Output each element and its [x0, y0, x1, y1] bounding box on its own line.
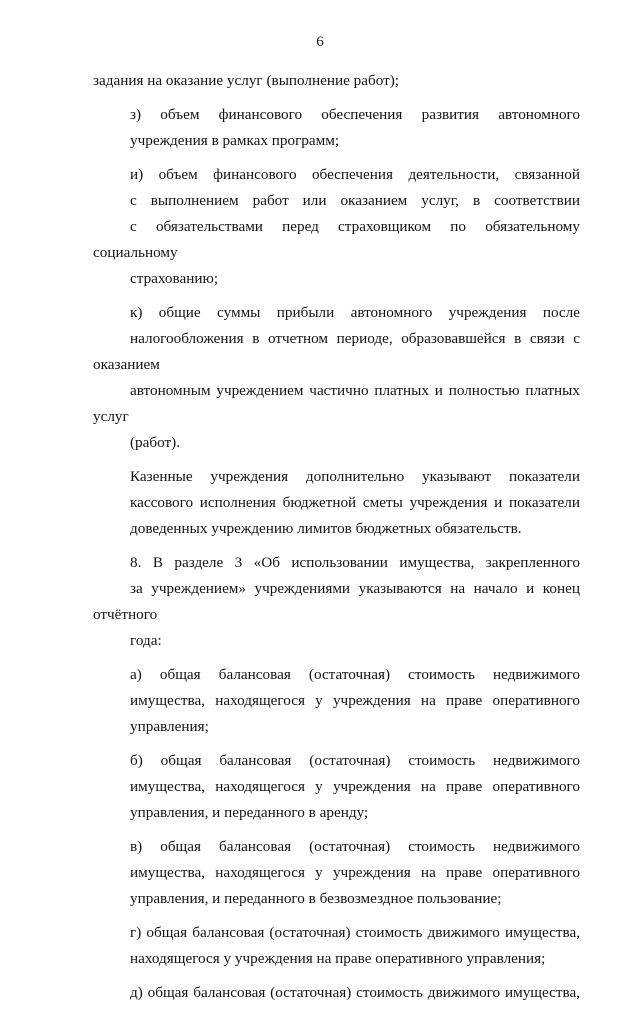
- paragraph-item-d: [93, 980, 580, 1006]
- paragraph-item-a: [93, 662, 580, 740]
- text-line: д) общая балансовая (остаточная) стоимость движимого имущества,: [130, 984, 580, 1001]
- text-line: за учреждением» учреждениями указываются на начало и конец отчётного: [93, 580, 580, 623]
- text-line: в) общая балансовая (остаточная) стоимость недвижимого: [130, 838, 580, 855]
- text-line: налогообложения в отчетном периоде, образовавшейся в связи с оказанием: [93, 330, 580, 373]
- text-line: управления, и переданного в аренду;: [130, 804, 369, 821]
- text-line: управления;: [130, 718, 209, 735]
- paragraph-item-k: [93, 300, 580, 456]
- text-line: з) объем финансового обеспечения развития автономного: [130, 106, 580, 123]
- text-line: находящегося у учреждения на праве оперативного управления;: [130, 950, 546, 967]
- paragraph-section-8: [93, 550, 580, 654]
- text-line: управления, и переданного в безвозмездное пользование;: [130, 890, 502, 907]
- text-line: учреждения в рамках программ;: [130, 132, 340, 149]
- paragraph-item-g: [93, 920, 580, 972]
- text-line: 8. В разделе 3 «Об использовании имущества, закрепленного: [130, 554, 580, 571]
- document-body: [93, 68, 580, 1014]
- text-line: а) общая балансовая (остаточная) стоимость недвижимого: [130, 666, 580, 683]
- text-line: б) общая балансовая (остаточная) стоимость недвижимого: [130, 752, 580, 769]
- text-line: имущества, находящегося у учреждения на праве оперативного: [130, 692, 580, 709]
- text-line: (работ).: [130, 434, 181, 451]
- text-line: имущества, находящегося у учреждения на праве оперативного: [130, 778, 580, 795]
- paragraph-kazennye: [93, 464, 580, 542]
- paragraph-item-b: [93, 748, 580, 826]
- text-line: имущества, находящегося у учреждения на праве оперативного: [130, 864, 580, 881]
- text-line: задания на оказание услуг (выполнение работ);: [93, 72, 400, 89]
- text-line: доведенных учреждению лимитов бюджетных обязательств.: [130, 520, 522, 537]
- text-line: страхованию;: [130, 270, 219, 287]
- paragraph-item-z: [93, 102, 580, 154]
- paragraph-item-i: [93, 162, 580, 292]
- paragraph-item-v: [93, 834, 580, 912]
- text-line: с выполнением работ или оказанием услуг, в соответствии: [130, 192, 580, 209]
- text-line: и) объем финансового обеспечения деятельности, связанной: [130, 166, 580, 183]
- text-line: Казенные учреждения дополнительно указывают показатели: [130, 468, 580, 485]
- text-line: кассового исполнения бюджетной сметы учреждения и показатели: [130, 494, 580, 511]
- text-line: автономным учреждением частично платных и полностью платных услуг: [93, 382, 580, 425]
- text-line: к) общие суммы прибыли автономного учреждения после: [130, 304, 580, 321]
- text-line: с обязательствами перед страховщиком по обязательному социальному: [93, 218, 580, 261]
- page-number: 6: [316, 34, 324, 50]
- paragraph-continuation: [93, 68, 580, 94]
- text-line: г) общая балансовая (остаточная) стоимость движимого имущества,: [130, 924, 580, 941]
- text-line: года:: [130, 632, 162, 649]
